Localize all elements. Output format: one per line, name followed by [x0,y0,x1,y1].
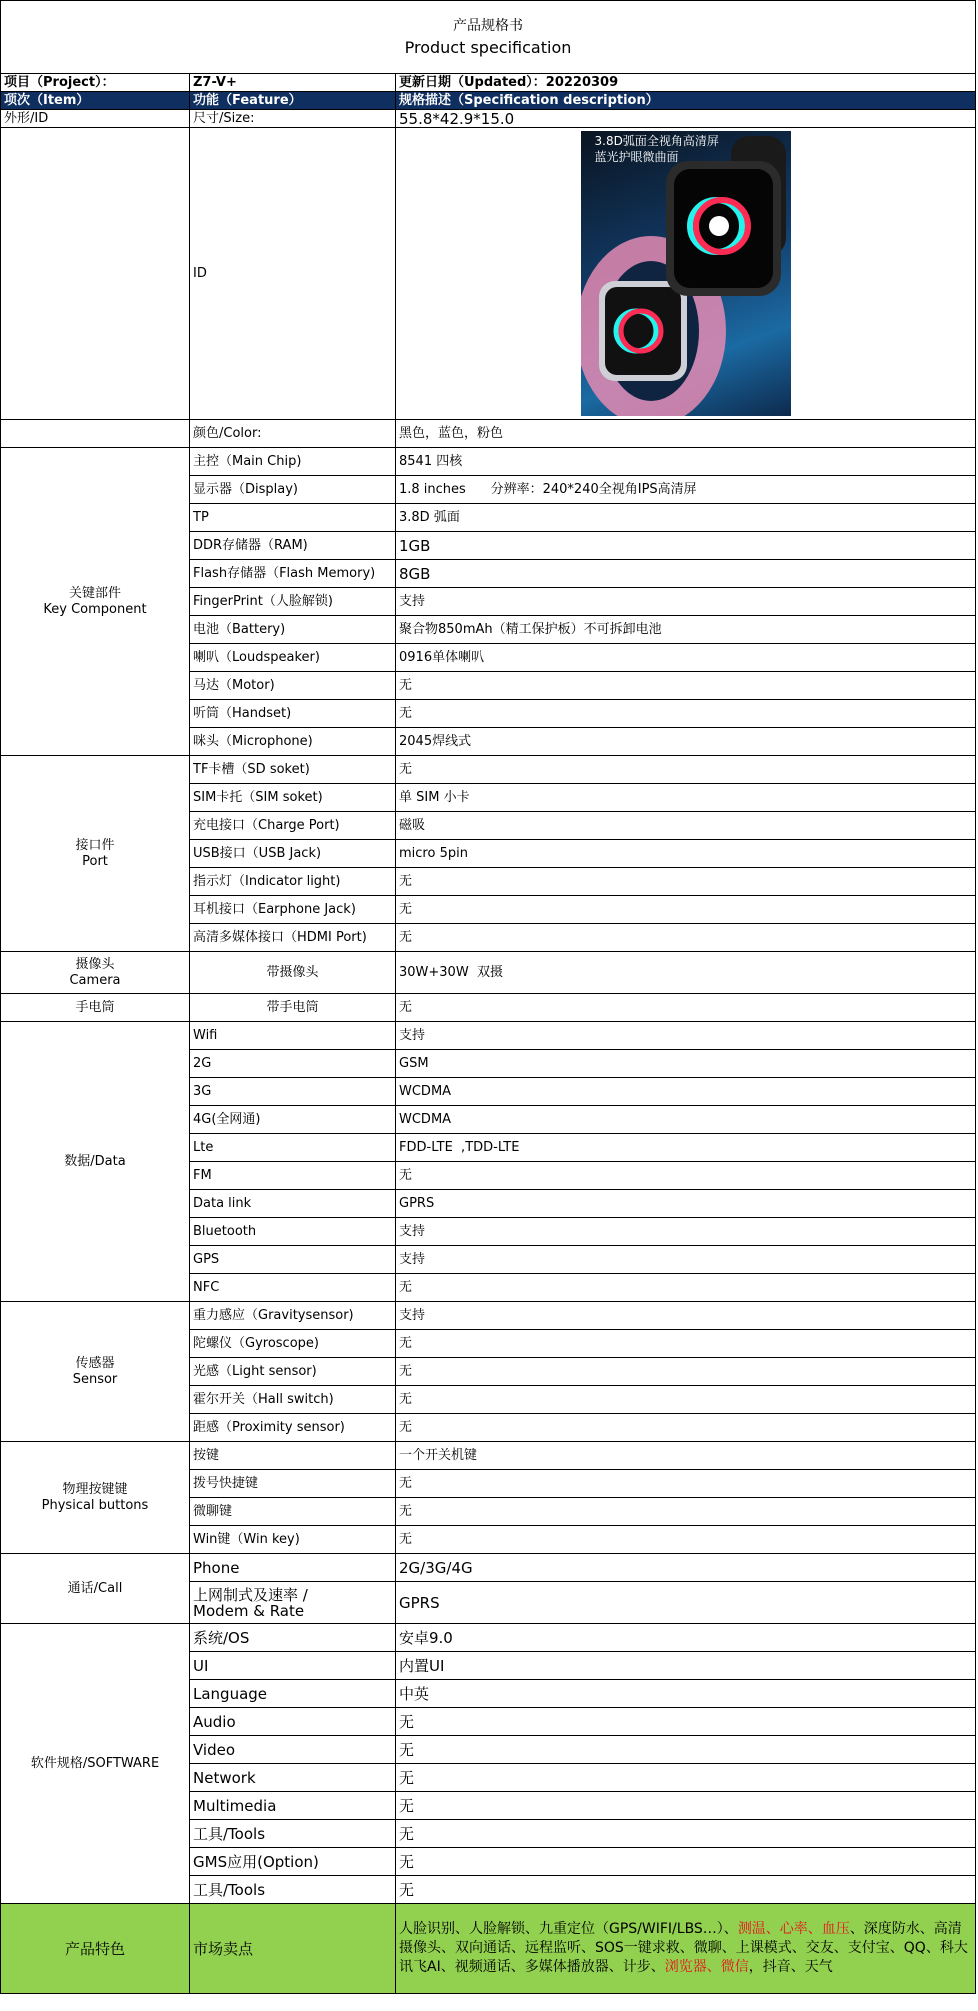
key-component-group-zh: 关键部件 [68,585,121,601]
feature-cell: 喇叭（Loudspeaker) [190,644,396,672]
feature-cell: 光感（Light sensor) [190,1358,396,1386]
spec-cell: 3.8D 弧面 [396,504,976,532]
title-zh: 产品规格书 [453,18,523,34]
feature-cell: GPS [190,1246,396,1274]
feature-cell: NFC [190,1274,396,1302]
features-highlight-2: 浏览器、微信 [664,1959,749,1975]
table-row [1,1554,976,1582]
phone-feature: Phone [190,1554,396,1582]
id-label: ID [190,128,396,420]
spec-cell: GSM [396,1050,976,1078]
spec-cell: 无 [396,1358,976,1386]
feature-cell: 系统/OS [190,1624,396,1652]
feature-cell: Language [190,1680,396,1708]
spec-cell: GPRS [396,1190,976,1218]
flashlight-group: 手电筒 [1,994,190,1022]
feature-cell: Network [190,1764,396,1792]
call-group: 通话/Call [1,1554,190,1624]
feature-cell: 陀螺仪（Gyroscope) [190,1330,396,1358]
feature-cell: 霍尔开关（Hall switch) [190,1386,396,1414]
feature-cell: Flash存储器（Flash Memory) [190,560,396,588]
features-text-2: 、深度防水、高清摄像头、双向通话、远程监听、SOS一键求救、微聊、上课模式、交友、支付宝、QQ、科大讯飞AI、视频通话、多媒体播放器、计步、 [399,1921,968,1975]
spec-cell: 支持 [396,1218,976,1246]
feature-cell: 微聊键 [190,1498,396,1526]
feature-cell: GMS应用(Option) [190,1848,396,1876]
feature-cell: TF卡槽（SD soket) [190,756,396,784]
camera-row [1,952,976,994]
spec-cell: 无 [396,924,976,952]
camera-spec: 30W+30W 双摄 [396,952,976,994]
feature-cell: 咪头（Microphone) [190,728,396,756]
spec-cell: 8541 四核 [396,448,976,476]
watch-illustration [581,131,791,416]
spec-cell: 8GB [396,560,976,588]
feature-cell: 电池（Battery) [190,616,396,644]
sensor-group [1,1302,190,1442]
spec-cell: WCDMA [396,1078,976,1106]
flashlight-row [1,994,976,1022]
table-row [1,1624,976,1652]
feature-cell: 主控（Main Chip) [190,448,396,476]
spec-cell: 无 [396,1792,976,1820]
spec-cell: 支持 [396,1302,976,1330]
spec-cell: 支持 [396,1022,976,1050]
appearance-group: 外形/ID [1,110,190,128]
feature-cell: 工具/Tools [190,1820,396,1848]
spec-cell: 1GB [396,532,976,560]
spec-cell: 无 [396,1386,976,1414]
spec-cell: 无 [396,868,976,896]
column-spec: 规格描述（Specification description） [396,92,976,110]
spec-cell: 2045焊线式 [396,728,976,756]
modem-feature-line-2: Modem & Rate [193,1601,305,1620]
data-group: 数据/Data [1,1022,190,1302]
features-text-3: ，抖音、天气 [748,1959,833,1975]
modem-feature-line-1: 上网制式及速率 / [193,1585,308,1604]
port-group-en: Port [82,853,108,869]
feature-cell: 显示器（Display) [190,476,396,504]
spec-cell: 单 SIM 小卡 [396,784,976,812]
updated-label: 更新日期（Updated）：20220309 [396,74,976,92]
spec-cell: 无 [396,896,976,924]
size-row [1,110,976,128]
size-value: 55.8*42.9*15.0 [396,110,976,128]
feature-cell: 工具/Tools [190,1876,396,1904]
spec-cell: 无 [396,756,976,784]
id-image-cell [396,128,976,420]
feature-cell: 2G [190,1050,396,1078]
software-group: 软件规格/SOFTWARE [1,1624,190,1904]
key-component-group-en: Key Component [43,601,147,617]
spec-cell: 无 [396,1736,976,1764]
feature-cell: Bluetooth [190,1218,396,1246]
table-row [1,756,976,784]
spec-cell: micro 5pin [396,840,976,868]
table-row [1,448,976,476]
spec-cell: 无 [396,1414,976,1442]
spec-cell: 安卓9.0 [396,1624,976,1652]
modem-spec: GPRS [396,1582,976,1624]
camera-feature: 带摄像头 [190,952,396,994]
image-caption [595,133,719,165]
spec-cell: 无 [396,1876,976,1904]
spec-cell: 一个开关机键 [396,1442,976,1470]
feature-cell: 3G [190,1078,396,1106]
feature-cell: 充电接口（Charge Port) [190,812,396,840]
id-row [1,128,976,420]
feature-cell: 耳机接口（Earphone Jack) [190,896,396,924]
sensor-group-zh: 传感器 [75,1355,115,1371]
features-row [1,1904,976,1994]
feature-cell: Lte [190,1134,396,1162]
feature-cell: FingerPrint（人脸解锁) [190,588,396,616]
spec-cell: 无 [396,1274,976,1302]
port-group [1,756,190,952]
spec-cell: 中英 [396,1680,976,1708]
spec-cell: 无 [396,1162,976,1190]
title-row [1,1,976,74]
features-feature: 市场卖点 [190,1904,396,1994]
buttons-group-en: Physical buttons [41,1497,149,1513]
feature-cell: 拨号快捷键 [190,1470,396,1498]
sheet-title [1,1,976,74]
flashlight-feature: 带手电筒 [190,994,396,1022]
camera-group-en: Camera [69,972,121,988]
feature-cell: TP [190,504,396,532]
features-highlight-1: 测温、心率、血压 [737,1921,850,1937]
feature-cell: USB接口（USB Jack) [190,840,396,868]
feature-cell: 按键 [190,1442,396,1470]
feature-cell: UI [190,1652,396,1680]
spec-cell: 内置UI [396,1652,976,1680]
spec-cell: 无 [396,1764,976,1792]
feature-cell: 指示灯（Indicator light) [190,868,396,896]
key-component-group [1,448,190,756]
spec-cell: FDD-LTE ,TDD-LTE [396,1134,976,1162]
column-feature: 功能（Feature） [190,92,396,110]
table-row [1,1442,976,1470]
phone-spec: 2G/3G/4G [396,1554,976,1582]
feature-cell: 马达（Motor) [190,672,396,700]
modem-feature [190,1582,396,1624]
spec-cell: 无 [396,1498,976,1526]
features-group: 产品特色 [1,1904,190,1994]
feature-cell: Wifi [190,1022,396,1050]
color-value: 黑色，蓝色，粉色 [396,420,976,448]
port-group-zh: 接口件 [75,837,115,853]
size-label: 尺寸/Size: [190,110,396,128]
spec-cell: 无 [396,1330,976,1358]
spec-cell: 无 [396,672,976,700]
feature-cell: Video [190,1736,396,1764]
buttons-group-zh: 物理按键键 [62,1481,128,1497]
feature-cell: FM [190,1162,396,1190]
spec-cell: 支持 [396,588,976,616]
project-value: Z7-V+ [190,74,396,92]
spec-cell: 0916单体喇叭 [396,644,976,672]
spec-cell: 磁吸 [396,812,976,840]
flashlight-spec: 无 [396,994,976,1022]
buttons-group [1,1442,190,1554]
feature-cell: Multimedia [190,1792,396,1820]
spec-cell: WCDMA [396,1106,976,1134]
column-header-row [1,92,976,110]
project-label: 项目（Project）： [1,74,190,92]
camera-group-zh: 摄像头 [75,956,115,972]
features-spec [396,1904,976,1994]
product-image [581,131,791,416]
feature-cell: 4G(全网通) [190,1106,396,1134]
color-empty-cell [1,420,190,448]
spec-cell: 无 [396,1708,976,1736]
column-item: 项次（Item） [1,92,190,110]
table-row [1,1022,976,1050]
project-row [1,74,976,92]
spec-cell: 无 [396,1848,976,1876]
sensor-group-en: Sensor [72,1371,118,1387]
table-row [1,1302,976,1330]
feature-cell: Data link [190,1190,396,1218]
feature-cell: Win键（Win key) [190,1526,396,1554]
feature-cell: 距感（Proximity sensor) [190,1414,396,1442]
image-caption-line-1: 3.8D弧面全视角高清屏 [594,134,719,148]
feature-cell: SIM卡托（SIM soket) [190,784,396,812]
spec-cell: 1.8 inches 分辨率：240*240全视角IPS高清屏 [396,476,976,504]
feature-cell: 高清多媒体接口（HDMI Port) [190,924,396,952]
color-label: 颜色/Color: [190,420,396,448]
title-en: Product specification [404,38,572,57]
feature-cell: Audio [190,1708,396,1736]
feature-cell: 听筒（Handset) [190,700,396,728]
id-empty-cell [1,128,190,420]
features-text-1: 人脸识别、人脸解锁、九重定位（GPS/WIFI/LBS…）、 [399,1921,738,1937]
spec-cell: 支持 [396,1246,976,1274]
image-caption-line-2: 蓝光护眼微曲面 [594,150,679,164]
spec-cell: 无 [396,1470,976,1498]
spec-cell: 无 [396,1526,976,1554]
spec-cell: 无 [396,1820,976,1848]
color-row [1,420,976,448]
feature-cell: DDR存储器（RAM) [190,532,396,560]
camera-group [1,952,190,994]
feature-cell: 重力感应（Gravitysensor) [190,1302,396,1330]
spec-cell: 聚合物850mAh（精工保护板）不可拆卸电池 [396,616,976,644]
spec-cell: 无 [396,700,976,728]
